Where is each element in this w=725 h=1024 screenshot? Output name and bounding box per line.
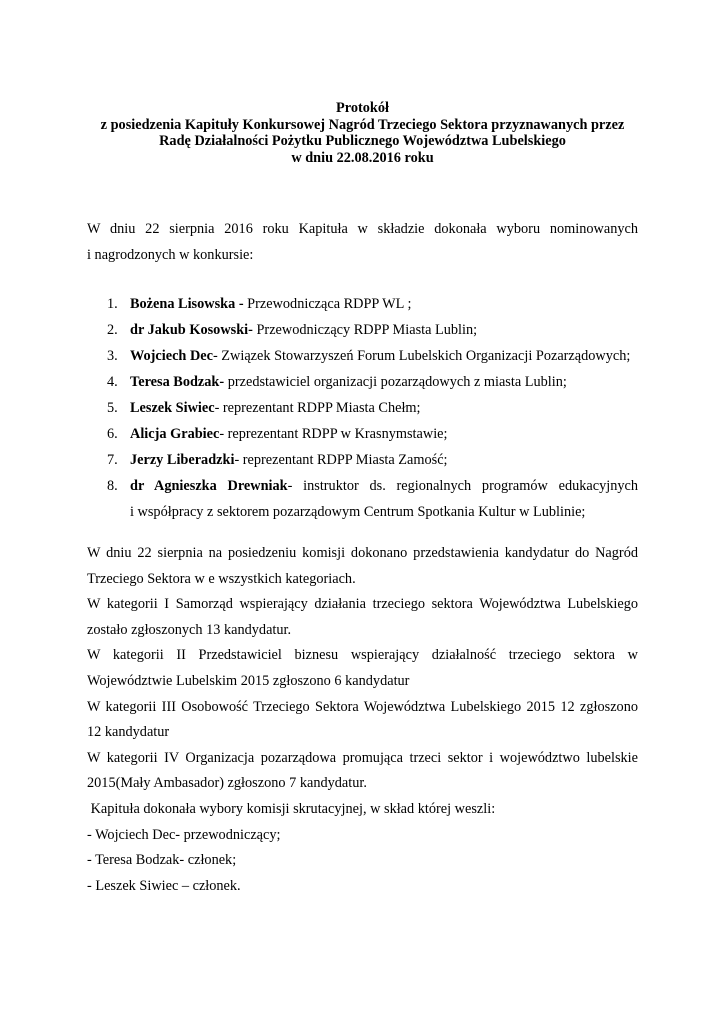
intro-line-2: i nagrodzonych w konkursie: [87,247,254,263]
list-item: 7. Jerzy Liberadzki- reprezentant RDPP Miasta Zamość; [107,452,448,468]
body-p5-line-2: 2015(Mały Ambasador) zgłoszono 7 kandydatur. [87,775,367,792]
member-role: - reprezentant RDPP Miasta Zamość; [234,452,448,468]
list-item: 6. Alicja Grabiec- reprezentant RDPP w Krasnymstawie; [107,426,448,442]
member-name: Wojciech Dec [130,348,213,364]
list-item: 4. Teresa Bodzak- przedstawiciel organizacji pozarządowych z miasta Lublin; [107,374,567,390]
intro-line-1: W dniu 22 sierpnia 2016 roku Kapituła w składzie dokonała wyboru nominowanych [87,221,638,237]
list-item: 3. Wojciech Dec- Związek Stowarzyszeń Forum Lubelskich Organizacji Pozarządowych; [107,348,631,364]
member-name: Leszek Siwiec [130,400,215,416]
member-role: - reprezentant RDPP w Krasnymstawie; [219,426,448,442]
body-p8: - Teresa Bodzak- członek; [87,852,237,869]
body-p1-line-2: Trzeciego Sektora w e wszystkich kategoriach. [87,570,356,587]
list-item: 1. Bożena Lisowska - Przewodnicząca RDPP WL ; [107,296,412,312]
member-name: Teresa Bodzak- [130,374,225,390]
list-item: 8. dr Agnieszka Drewniak- instruktor ds. regionalnych programów edukacyjnych i współpracy z sektorem pozarządowym Centrum Spotkania Kultur w Lublinie; [107,478,638,520]
member-role-continued: i współpracy z sektorem pozarządowym Centrum Spotkania Kultur w Lublinie; [130,504,586,520]
committee-members-list [87,291,638,525]
body-p1-line-1: W dniu 22 sierpnia na posiedzeniu komisji dokonano przedstawienia kandydatur do Nagród [87,545,638,561]
body-p9: - Leszek Siwiec – członek. [87,877,241,894]
body-p3-line-1: W kategorii II Przedstawiciel biznesu wspierający działalność trzeciego sektora w [87,647,638,664]
body-p3-line-2: Województwie Lubelskim 2015 zgłoszono 6 kandydatur [87,672,410,689]
body-p4-line-1: W kategorii III Osobowość Trzeciego Sektora Województwa Lubelskiego 2015 12 zgłoszono [87,698,638,715]
list-item: 5. Leszek Siwiec- reprezentant RDPP Miasta Chełm; [107,400,421,416]
member-name: Alicja Grabiec [130,426,220,442]
protocol-body [87,541,638,899]
header-title: Protokół [336,100,389,116]
member-name: dr Jakub Kosowski- [130,322,253,338]
header-date: w dniu 22.08.2016 roku [291,150,434,167]
list-item: 2. dr Jakub Kosowski- Przewodniczący RDPP Miasta Lublin; [107,322,478,338]
member-role: przedstawiciel organizacji pozarządowych z miasta Lublin; [224,374,567,390]
member-role: - instruktor ds. regionalnych programów edukacyjnych [287,478,638,494]
body-p5-line-1: W kategorii IV Organizacja pozarządowa promująca trzeci sektor i województwo lubelskie [87,749,638,766]
header-subtitle-line-1: z posiedzenia Kapituły Konkursowej Nagród Trzeciego Sektora przyznawanych przez [100,116,625,133]
body-p2-line-1: W kategorii I Samorząd wspierający działania trzeciego sektora Województwa Lubelskiego [87,596,638,613]
member-role: - Związek Stowarzyszeń Forum Lubelskich Organizacji Pozarządowych; [212,348,631,364]
body-p6: Kapituła dokonała wybory komisji skrutacyjnej, w skład której weszli: [87,800,496,817]
body-p2-line-2: zostało zgłoszonych 13 kandydatur. [87,621,292,638]
header-subtitle-line-2: Radę Działalności Pożytku Publicznego Województwa Lubelskiego [159,133,566,150]
body-p4-line-2: 12 kandydatur [87,724,170,741]
member-role: Przewodnicząca RDPP WL ; [247,296,412,312]
intro-paragraph [87,216,638,268]
member-role: Przewodniczący RDPP Miasta Lublin; [252,322,478,338]
body-p7: - Wojciech Dec- przewodniczący; [87,826,281,843]
member-name: dr Agnieszka Drewniak [130,478,288,494]
member-name: Bożena Lisowska - [130,296,248,312]
member-role: - reprezentant RDPP Miasta Chełm; [214,400,421,416]
document-header [60,100,665,167]
member-name: Jerzy Liberadzki [130,452,235,468]
